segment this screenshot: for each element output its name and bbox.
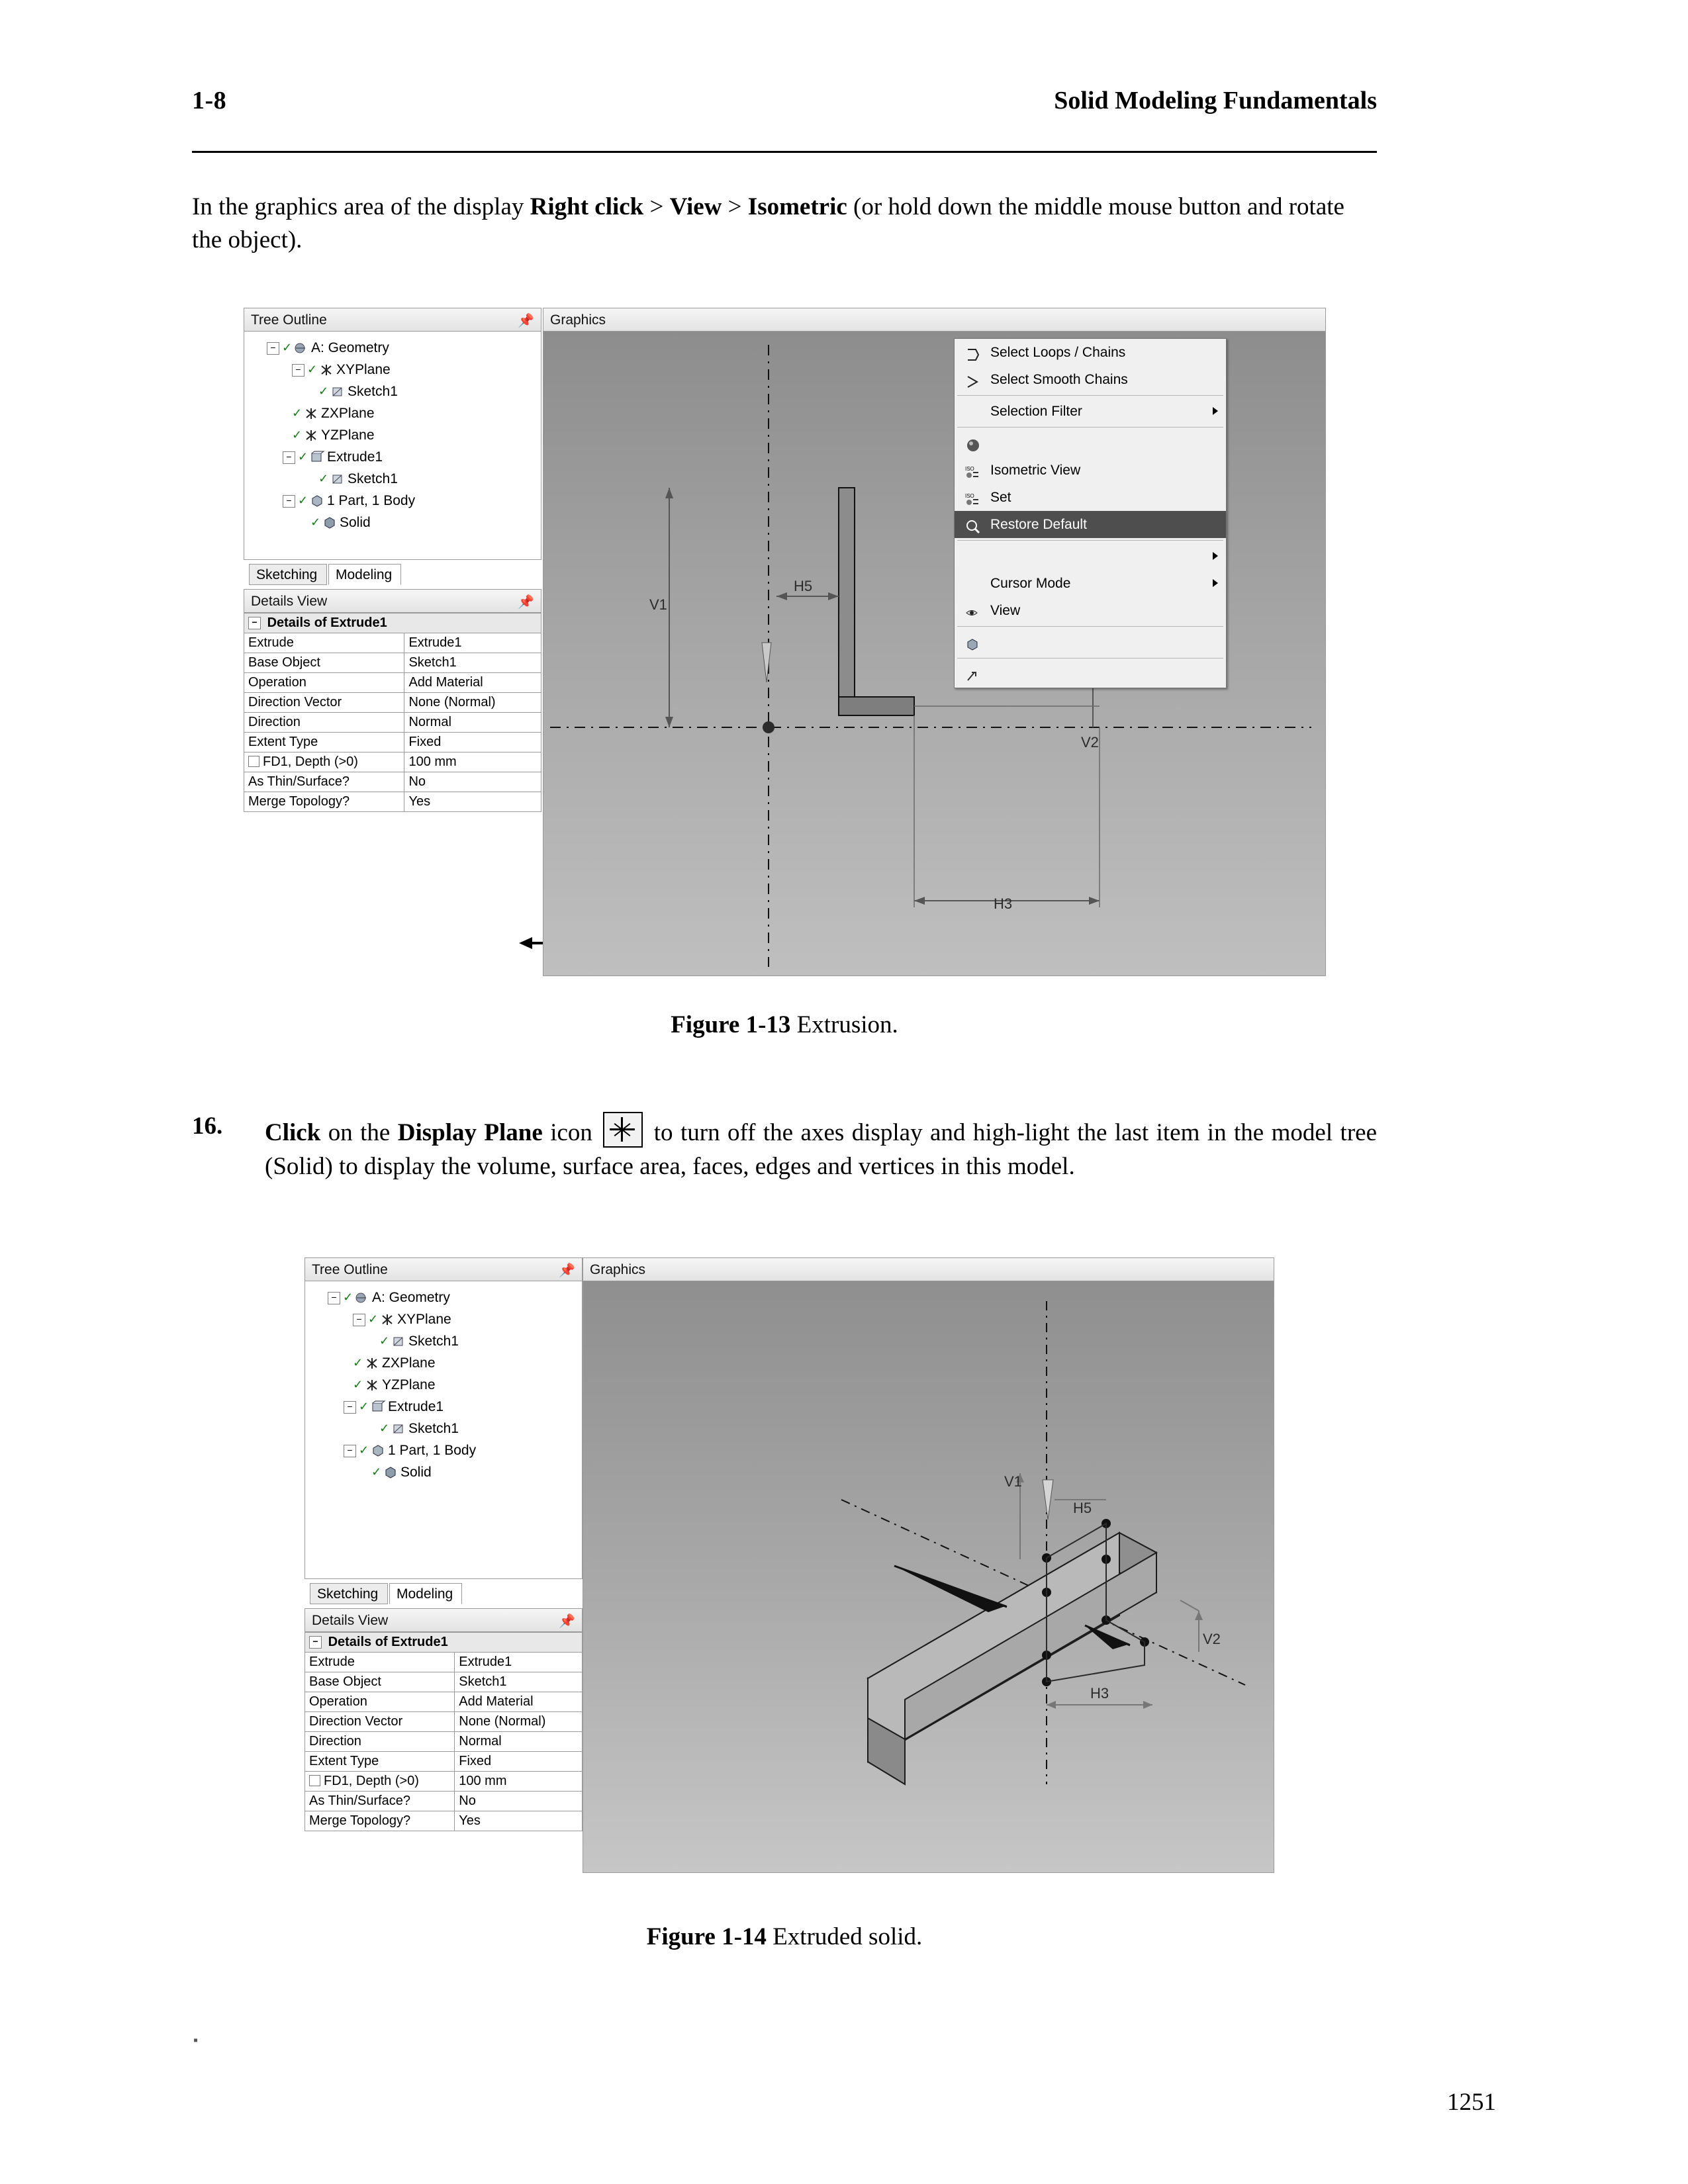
- svg-text:H3: H3: [994, 895, 1013, 912]
- row-value: Normal: [455, 1732, 583, 1752]
- plane-icon: [319, 363, 334, 377]
- loop-icon: [965, 345, 981, 361]
- menu-item-label: View: [990, 603, 1021, 618]
- menu-item-label: Set: [990, 490, 1011, 505]
- row-key: Extrude: [244, 633, 404, 653]
- menu-item-label: Selection Filter: [990, 404, 1082, 419]
- sketch-icon: [391, 1335, 406, 1348]
- plane-icon: [304, 407, 318, 420]
- row-key: Extrude: [305, 1653, 455, 1672]
- check-icon: ✓: [310, 516, 321, 529]
- tree-item-label: Extrude1: [388, 1399, 444, 1414]
- book-title: Solid Modeling Fundamentals: [1054, 87, 1377, 114]
- figure-1-14: [305, 1257, 1274, 1873]
- svg-text:V1: V1: [649, 596, 667, 613]
- solid-icon: [322, 516, 337, 529]
- fig14-graphics-canvas[interactable]: [583, 1281, 1274, 1873]
- table-row: [244, 752, 541, 772]
- checkbox-icon[interactable]: [309, 1775, 320, 1786]
- check-icon: ✓: [318, 472, 329, 485]
- fig14-graphics-panel: [583, 1257, 1274, 1873]
- tree-item-label: XYPlane: [397, 1312, 451, 1327]
- tree-item-sketch1-b[interactable]: [305, 1418, 582, 1439]
- chevron-right-icon: [1213, 552, 1218, 560]
- table-row: [244, 653, 541, 673]
- plane-icon: [365, 1357, 379, 1370]
- tree-item-geometry[interactable]: [244, 337, 541, 359]
- sphere-icon: [965, 435, 981, 451]
- chevron-right-icon: [1213, 579, 1218, 587]
- tree-item-yzplane[interactable]: [305, 1374, 582, 1396]
- expander-icon[interactable]: −: [248, 617, 261, 629]
- details-header-label: [244, 614, 541, 633]
- menu-item-selection-filter[interactable]: [955, 398, 1226, 425]
- tree-item-label: XYPlane: [336, 362, 391, 377]
- fig13-details-table: [244, 613, 541, 812]
- svg-text:ISO: ISO: [965, 466, 974, 472]
- step-16-text-2: icon: [542, 1119, 600, 1146]
- row-key: Base Object: [305, 1672, 455, 1692]
- tree-item-extrude1[interactable]: [244, 446, 541, 468]
- iso-restore-icon: [965, 490, 981, 506]
- row-value: Fixed: [455, 1752, 583, 1772]
- tree-item-label: Sketch1: [408, 1334, 459, 1349]
- check-icon: ✓: [318, 385, 329, 398]
- tab-modeling[interactable]: [328, 564, 401, 585]
- check-icon: ✓: [368, 1312, 379, 1326]
- expander-icon[interactable]: −: [283, 495, 295, 508]
- fig13-details-view-title: [244, 589, 541, 613]
- check-icon: ✓: [298, 450, 308, 463]
- expander-icon[interactable]: −: [353, 1314, 365, 1326]
- footer-page-number: 1251: [1447, 2089, 1496, 2116]
- row-value: No: [404, 772, 541, 792]
- extrude-icon: [371, 1400, 385, 1414]
- plane-icon: [380, 1313, 395, 1326]
- check-icon: ✓: [343, 1291, 353, 1304]
- geometry-icon: [355, 1291, 369, 1304]
- plane-icon: [304, 429, 318, 442]
- tab-sketching[interactable]: [310, 1583, 388, 1604]
- look-at-icon: [965, 603, 981, 619]
- table-row-header: [305, 1633, 583, 1653]
- check-icon: ✓: [292, 406, 303, 420]
- tree-item-extrude1[interactable]: [305, 1396, 582, 1418]
- row-value: Sketch1: [404, 653, 541, 673]
- plane-icon: [365, 1379, 379, 1392]
- fig13-graphics-canvas[interactable]: [543, 332, 1326, 976]
- row-value: No: [455, 1792, 583, 1811]
- fig13-details-view-label: Details View: [251, 594, 328, 609]
- fig14-tree-box[interactable]: [305, 1281, 583, 1579]
- menu-item-look-at[interactable]: [955, 597, 1226, 624]
- tab-modeling-label: Modeling: [397, 1586, 453, 1602]
- tree-item-label: YZPlane: [382, 1377, 436, 1392]
- fig13-graphics-title: Graphics: [543, 308, 1326, 332]
- check-icon: ✓: [282, 341, 293, 354]
- fig13-tree-box[interactable]: [244, 332, 541, 560]
- tree-item-label: 1 Part, 1 Body: [327, 493, 416, 508]
- tab-modeling[interactable]: [389, 1583, 462, 1604]
- row-key: Extent Type: [305, 1752, 455, 1772]
- expander-icon[interactable]: −: [309, 1636, 322, 1649]
- menu-item-select-all[interactable]: [955, 629, 1226, 656]
- fig13-graphics-panel: [543, 308, 1326, 976]
- sketch-icon: [391, 1422, 406, 1435]
- row-key: Direction: [305, 1732, 455, 1752]
- tree-item-geometry[interactable]: [305, 1287, 582, 1308]
- row-key: Direction Vector: [244, 693, 404, 713]
- menu-item-select-loops-chains[interactable]: [955, 339, 1226, 366]
- row-key-text: FD1, Depth (>0): [324, 1774, 419, 1788]
- pin-icon[interactable]: 📌: [518, 595, 534, 610]
- figure-1-13-caption-text: Extrusion.: [790, 1011, 898, 1038]
- tree-item-part-body[interactable]: [244, 490, 541, 512]
- menu-separator: [957, 626, 1223, 627]
- details-header-text: Details of Extrude1: [328, 1635, 448, 1649]
- intro-bold-rightclick: Right click: [530, 193, 644, 220]
- figure-1-13-caption-bold: Figure 1-13: [671, 1011, 791, 1038]
- fig13-tree-outline-title: [244, 308, 541, 332]
- intro-bold-isometric: Isometric: [747, 193, 847, 220]
- menu-item-label: Restore Default: [990, 517, 1087, 532]
- check-icon: ✓: [371, 1465, 382, 1479]
- tab-modeling-label: Modeling: [336, 567, 393, 582]
- row-value: Normal: [404, 713, 541, 733]
- table-row: [305, 1772, 583, 1792]
- row-value: 100 mm: [455, 1772, 583, 1792]
- row-key: Operation: [305, 1692, 455, 1712]
- menu-item-label: Select Smooth Chains: [990, 372, 1128, 387]
- step-16-number: 16.: [192, 1113, 223, 1140]
- details-header-label: [305, 1633, 583, 1653]
- row-key: As Thin/Surface?: [305, 1792, 455, 1811]
- intro-text-2: (or hold down the middle mouse button and rotate the object).: [192, 193, 1344, 253]
- step-16-bold-display-plane: Display Plane: [397, 1119, 543, 1146]
- magnifier-icon: [965, 517, 981, 533]
- row-value: Add Material: [455, 1692, 583, 1712]
- figure-1-13: [244, 308, 1326, 976]
- table-row: [305, 1732, 583, 1752]
- row-key-text: FD1, Depth (>0): [263, 754, 358, 769]
- tree-item-part-body[interactable]: [305, 1439, 582, 1461]
- step-16-text-3: to turn off the axes display and high-light the last item in the model tree (Solid) to display the volume, surface area, faces, edges and vertices in this model.: [265, 1119, 1377, 1181]
- folio-number: 1-8: [192, 87, 227, 114]
- check-icon: ✓: [298, 494, 308, 507]
- row-key: Merge Topology?: [305, 1811, 455, 1831]
- sketch-icon: [330, 385, 345, 398]
- expander-icon[interactable]: −: [292, 364, 305, 377]
- expander-icon[interactable]: −: [344, 1445, 356, 1457]
- tree-item-zxplane[interactable]: [244, 402, 541, 424]
- table-row: [305, 1712, 583, 1732]
- menu-separator: [957, 395, 1223, 396]
- display-plane-icon[interactable]: [603, 1112, 643, 1148]
- step-16-text-1: on the: [320, 1119, 398, 1146]
- dim-h5: H5: [1073, 1500, 1092, 1516]
- row-key: Merge Topology?: [244, 792, 404, 812]
- table-row: [305, 1792, 583, 1811]
- pin-icon[interactable]: 📌: [559, 1263, 575, 1278]
- tab-sketching-label: Sketching: [317, 1586, 379, 1602]
- sketch-icon: [330, 473, 345, 486]
- intro-gt-1: >: [643, 193, 670, 220]
- fig13-tree-outline-label: Tree Outline: [251, 312, 327, 328]
- check-icon: ✓: [359, 1400, 369, 1413]
- tree-item-sketch1[interactable]: [305, 1330, 582, 1352]
- extrude-icon: [310, 451, 324, 464]
- menu-item-restore-default[interactable]: [955, 484, 1226, 511]
- svg-text:ISO: ISO: [965, 493, 974, 499]
- intro-text-1: In the graphics area of the display: [192, 193, 530, 220]
- figure-1-14-caption-text: Extruded solid.: [766, 1923, 923, 1950]
- menu-item-zoom-to-fit[interactable]: [955, 511, 1226, 538]
- fig14-details-table: [305, 1632, 583, 1831]
- table-row: [305, 1653, 583, 1672]
- svg-text:H5: H5: [794, 578, 813, 594]
- table-row: [305, 1752, 583, 1772]
- tree-item-label: ZXPlane: [321, 406, 375, 421]
- table-row: [244, 673, 541, 693]
- checkbox-icon[interactable]: [248, 756, 259, 767]
- menu-item-generate[interactable]: [955, 660, 1226, 688]
- geometry-icon: [294, 341, 308, 355]
- row-value: 100 mm: [404, 752, 541, 772]
- menu-item-select-smooth-chains[interactable]: [955, 366, 1226, 393]
- menu-separator: [957, 540, 1223, 541]
- expander-icon[interactable]: −: [328, 1292, 340, 1304]
- tree-item-sketch1[interactable]: [244, 381, 541, 402]
- figure-1-13-caption: [192, 1011, 1377, 1039]
- tree-item-label: YZPlane: [321, 428, 375, 443]
- tree-item-label: Solid: [400, 1465, 432, 1480]
- table-row: [244, 633, 541, 653]
- chevron-right-icon: [1213, 407, 1218, 415]
- tree-item-solid[interactable]: [305, 1461, 582, 1483]
- menu-separator: [957, 658, 1223, 659]
- row-key: Operation: [244, 673, 404, 693]
- check-icon: ✓: [292, 428, 303, 441]
- fig14-panel-tabs[interactable]: [305, 1583, 583, 1607]
- row-value: Yes: [404, 792, 541, 812]
- tree-item-label: A: Geometry: [372, 1290, 450, 1305]
- menu-separator: [957, 427, 1223, 428]
- generate-icon: [965, 666, 981, 682]
- row-key: [244, 752, 404, 772]
- intro-paragraph: [192, 191, 1377, 257]
- row-key: Extent Type: [244, 733, 404, 752]
- solid-icon: [383, 1466, 398, 1479]
- row-value: Extrude1: [404, 633, 541, 653]
- tree-item-label: Solid: [340, 515, 371, 530]
- check-icon: ✓: [307, 363, 318, 376]
- menu-item-label: Cursor Mode: [990, 576, 1071, 591]
- check-icon: ✓: [353, 1378, 363, 1391]
- step-16-bold-click: Click: [265, 1119, 321, 1146]
- tree-item-label: Extrude1: [327, 449, 383, 465]
- fig14-tree-outline-label: Tree Outline: [312, 1262, 388, 1277]
- tree-item-xyplane[interactable]: [244, 359, 541, 381]
- row-value: Yes: [455, 1811, 583, 1831]
- pin-icon[interactable]: 📌: [518, 314, 534, 328]
- table-row: [244, 733, 541, 752]
- row-value: None (Normal): [455, 1712, 583, 1732]
- expander-icon[interactable]: −: [344, 1401, 356, 1414]
- row-key: Direction: [244, 713, 404, 733]
- details-header-text: Details of Extrude1: [267, 615, 387, 630]
- fig14-details-view-label: Details View: [312, 1613, 389, 1628]
- tree-item-label: ZXPlane: [382, 1355, 436, 1371]
- fig14-tree-panel: [305, 1257, 583, 1831]
- tree-item-zxplane[interactable]: [305, 1352, 582, 1374]
- row-value: Fixed: [404, 733, 541, 752]
- body-icon: [371, 1444, 385, 1457]
- menu-item-set[interactable]: [955, 457, 1226, 484]
- table-row: [244, 693, 541, 713]
- tree-item-label: Sketch1: [348, 471, 398, 486]
- intro-gt-2: >: [722, 193, 748, 220]
- table-row: [305, 1811, 583, 1831]
- row-key: Base Object: [244, 653, 404, 673]
- tree-item-label: Sketch1: [348, 384, 398, 399]
- dim-h3: H3: [1090, 1685, 1109, 1702]
- tree-item-label: 1 Part, 1 Body: [388, 1443, 477, 1458]
- dim-v2: V2: [1203, 1631, 1221, 1647]
- fig14-tree-outline-title: [305, 1257, 583, 1281]
- table-row: [305, 1672, 583, 1692]
- context-menu[interactable]: [954, 338, 1227, 688]
- table-row-header: [244, 614, 541, 633]
- fig13-panel-tabs[interactable]: [244, 564, 541, 588]
- iso-set-icon: [965, 463, 981, 478]
- dim-v1: V1: [1004, 1473, 1022, 1490]
- expander-icon[interactable]: −: [267, 342, 279, 355]
- tab-sketching[interactable]: [249, 564, 327, 585]
- page-tick-mark: ▪: [193, 2033, 199, 2048]
- expander-icon[interactable]: −: [283, 451, 295, 464]
- chain-icon: [965, 372, 981, 388]
- menu-item-isometric-view[interactable]: [955, 430, 1226, 457]
- page-header: [192, 86, 1377, 132]
- menu-item-label: Select Loops / Chains: [990, 345, 1126, 360]
- tree-item-yzplane[interactable]: [244, 424, 541, 446]
- body-icon: [310, 494, 324, 508]
- select-all-icon: [965, 635, 981, 651]
- figure-1-14-caption-bold: Figure 1-14: [646, 1923, 767, 1950]
- row-key: Direction Vector: [305, 1712, 455, 1732]
- tree-item-sketch1-b[interactable]: [244, 468, 541, 490]
- intro-bold-view: View: [669, 193, 722, 220]
- tab-sketching-label: Sketching: [256, 567, 318, 582]
- tree-item-label: Sketch1: [408, 1421, 459, 1436]
- table-row: [244, 772, 541, 792]
- table-row: [244, 713, 541, 733]
- fig14-graphics-title: Graphics: [583, 1257, 1274, 1281]
- check-icon: ✓: [379, 1422, 390, 1435]
- figure-1-14-caption: [192, 1923, 1377, 1951]
- check-icon: ✓: [353, 1356, 363, 1369]
- table-row: [305, 1692, 583, 1712]
- fig14-details-view-title: [305, 1608, 583, 1632]
- row-value: Sketch1: [455, 1672, 583, 1692]
- row-value: None (Normal): [404, 693, 541, 713]
- tree-item-label: A: Geometry: [311, 340, 389, 355]
- svg-text:V2: V2: [1081, 734, 1099, 751]
- check-icon: ✓: [359, 1443, 369, 1457]
- row-key: [305, 1772, 455, 1792]
- row-key: As Thin/Surface?: [244, 772, 404, 792]
- row-value: Extrude1: [455, 1653, 583, 1672]
- tree-item-solid[interactable]: [244, 512, 541, 533]
- pin-icon[interactable]: 📌: [559, 1614, 575, 1629]
- menu-item-view[interactable]: [955, 570, 1226, 597]
- table-row: [244, 792, 541, 812]
- menu-item-label: Isometric View: [990, 463, 1081, 478]
- check-icon: ✓: [379, 1334, 390, 1347]
- menu-item-cursor-mode[interactable]: [955, 543, 1226, 570]
- step-16-text: [265, 1112, 1377, 1183]
- fig14-model-drawing: [583, 1281, 1274, 1873]
- row-value: Add Material: [404, 673, 541, 693]
- tree-item-xyplane[interactable]: [305, 1308, 582, 1330]
- header-rule: [192, 151, 1377, 153]
- fig13-tree-panel: [244, 308, 541, 976]
